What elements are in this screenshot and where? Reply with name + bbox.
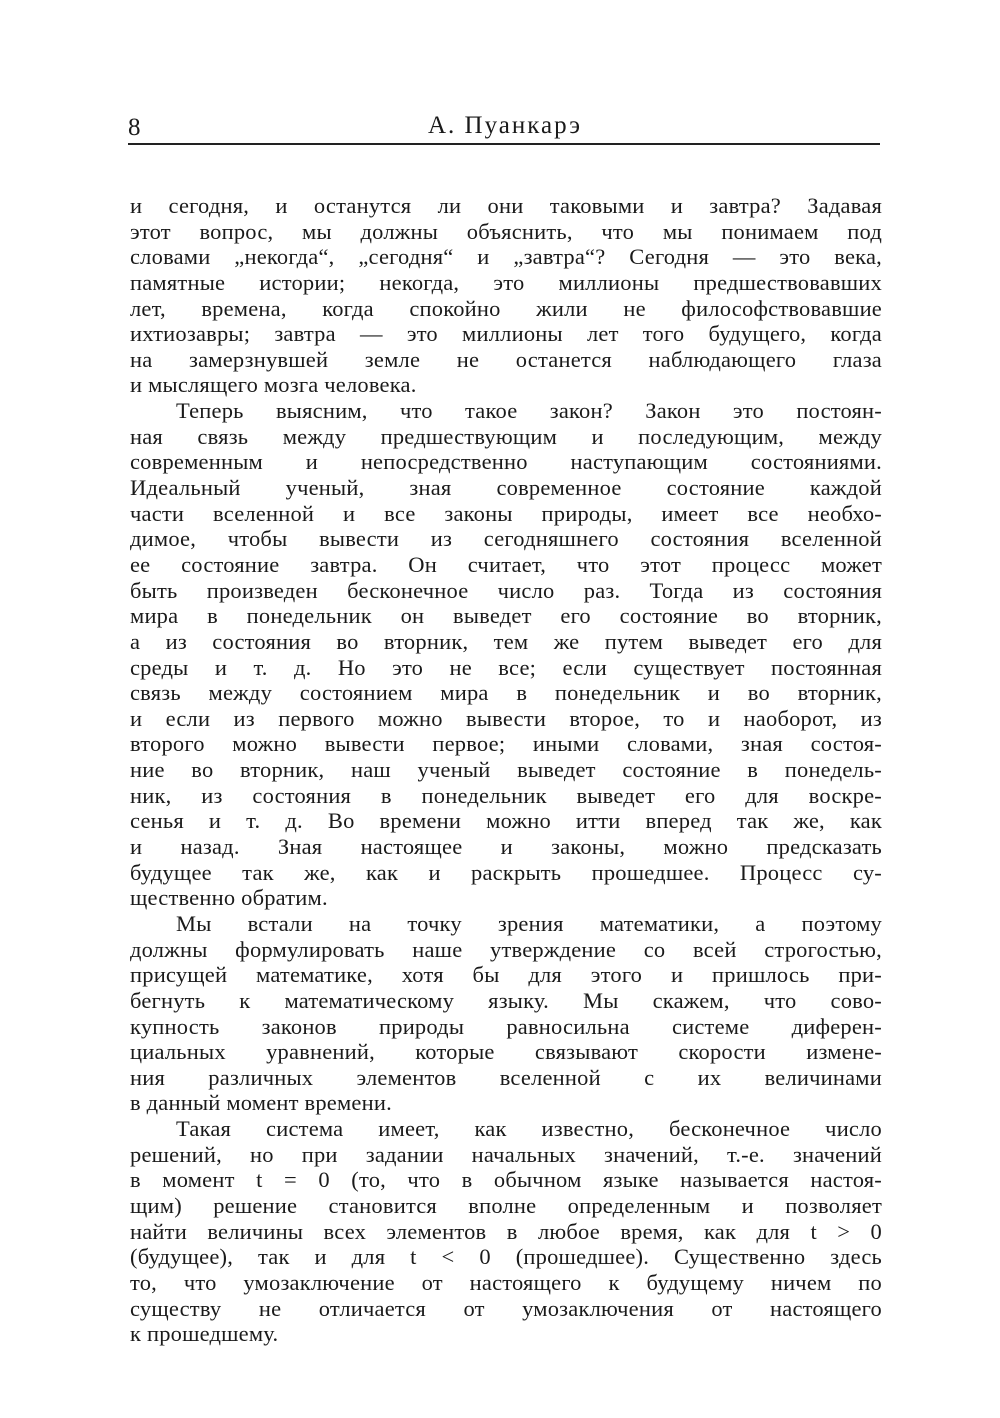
paragraph	[130, 398, 882, 911]
text-line: Мы встали на точку зрения математики, а поэтому	[176, 910, 882, 936]
text-line: щим) решение становится вполне определенным и позволяет	[130, 1192, 882, 1218]
text-line: быть произведен бесконечное число раз. Тогда из состояния	[130, 577, 882, 603]
text-line: присущей математике, хотя бы для этого и пришлось при-	[130, 962, 882, 988]
text-line: ние во вторник, наш ученый выведет состояние в понедель-	[130, 757, 882, 783]
text-line: Теперь выясним, что такое закон? Закон это постоян-	[176, 398, 882, 424]
text-line: памятные истории; некогда, это миллионы предшествовавших	[130, 269, 882, 295]
text-line: будущее так же, как и раскрыть прошедшее. Процесс су-	[130, 859, 882, 885]
text-line: ее состояние завтра. Он считает, что этот процесс может	[130, 551, 882, 577]
paragraph	[130, 1116, 882, 1347]
header-rule	[128, 143, 880, 145]
page-number: 8	[128, 114, 141, 141]
text-line: в данный момент времени.	[130, 1090, 392, 1116]
text-line: в момент t = 0 (то, что в обычном языке называется настоя-	[130, 1167, 882, 1193]
text-line: и сегодня, и останутся ли они таковыми и завтра? Задавая	[130, 193, 882, 218]
text-line: Такая система имеет, как известно, бесконечное число	[176, 1116, 882, 1142]
text-line: ная связь между предшествующим и последующим, между	[130, 423, 882, 449]
text-line: найти величины всех элементов в любое время, как для t > 0	[130, 1218, 882, 1244]
text-line: на замерзнувшей земле не останется наблюдающего глаза	[130, 346, 882, 372]
text-line: мира в понедельник он выведет его состояние во вторник,	[130, 603, 882, 629]
text-line: решений, но при задании начальных значений, т.-е. значений	[130, 1141, 882, 1167]
text-line: и если из первого можно вывести второе, то и наоборот, из	[130, 705, 882, 731]
text-line: а из состояния во вторник, тем же путем выведет его для	[130, 628, 882, 654]
text-line: бегнуть к математическому языку. Мы скажем, что сово-	[130, 987, 882, 1013]
text-line: сенья и т. д. Во времени можно итти вперед так же, как	[130, 808, 882, 834]
text-line: ник, из состояния в понедельник выведет его для воскре-	[130, 782, 882, 808]
text-line: существу не отличается от умозаключения от настоящего	[130, 1295, 882, 1321]
text-line: этот вопрос, мы должны объяснить, что мы понимаем под	[130, 218, 882, 244]
text-line: (будущее), так и для t < 0 (прошедшее). Существенно здесь	[130, 1244, 882, 1270]
running-title: А. Пуанкарэ	[428, 112, 582, 139]
text-line: циальных уравнений, которые связывают скорости измене-	[130, 1039, 882, 1065]
text-line: и назад. Зная настоящее и законы, можно предсказать	[130, 834, 882, 860]
text-line: то, что умозаключение от настоящего к будущему ничем по	[130, 1269, 882, 1295]
text-line: лет, времена, когда спокойно жили не философствовавшие	[130, 295, 882, 321]
page-body	[130, 193, 882, 1347]
text-line: Идеальный ученый, зная современное состояние каждой	[130, 475, 882, 501]
text-line: словами „некогда“, „сегодня“ и „завтра“? Сегодня — это века,	[130, 244, 882, 270]
text-line: должны формулировать наше утверждение со всей строгостью,	[130, 936, 882, 962]
text-line: димое, чтобы вывести из сегодняшнего состояния вселенной	[130, 526, 882, 552]
paragraph	[130, 911, 882, 1116]
text-line: части вселенной и все законы природы, имеет все необхо-	[130, 500, 882, 526]
text-line: ния различных элементов вселенной с их величинами	[130, 1064, 882, 1090]
text-line: щественно обратим.	[130, 885, 328, 911]
text-line: среды и т. д. Но это не все; если существует постоянная	[130, 654, 882, 680]
text-line: второго можно вывести первое; иными словами, зная состоя-	[130, 731, 882, 757]
text-line: связь между состоянием мира в понедельник и во вторник,	[130, 680, 882, 706]
text-line: к прошедшему.	[130, 1321, 279, 1347]
text-line: купность законов природы равносильна системе диферен-	[130, 1013, 882, 1039]
paragraph	[130, 193, 882, 398]
text-line: ихтиозавры; завтра — это миллионы лет того будущего, когда	[130, 321, 882, 347]
text-line: и мыслящего мозга человека.	[130, 372, 417, 398]
text-line: современным и непосредственно наступающим состояниями.	[130, 449, 882, 475]
